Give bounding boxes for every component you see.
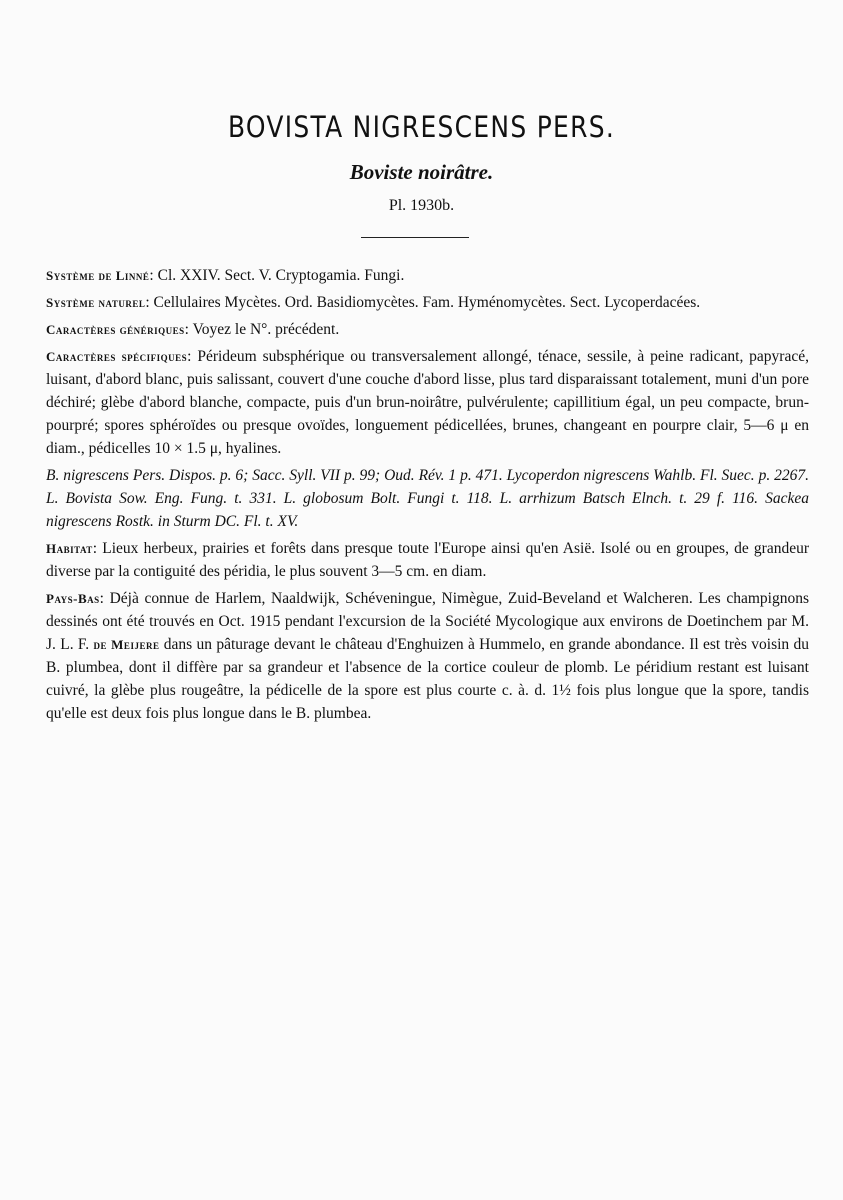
section-linne: Système de Linné: Cl. XXIV. Sect. V. Cryptogamia. Fungi. — [46, 267, 405, 284]
section-text: Déjà connue de Harlem, Naaldwijk, Schéveningue, Nimègue, Zuid-Beveland et Walcheren. Les champignons dessinés ont été trouvés en Oct. 1915 pendant l'excursion de la Société Mycologique aux environs de Doetinchem par M. J. L. F. — [46, 590, 809, 653]
section-label: Caractères génériques — [46, 322, 185, 337]
section-label: Caractères spécifiques — [46, 349, 188, 364]
title-divider — [361, 237, 469, 238]
page-title: BOVISTA NIGRESCENS PERS. — [227, 110, 616, 144]
section-habitat: Habitat: Lieux herbeux, prairies et forêts dans presque toute l'Europe ainsi qu'en Asië. Isolé ou en groupes, de grandeur diverse par la contiguité des péridia, le plus souvent 3—5 cm. en diam. — [46, 540, 810, 580]
author-name: de Meijere — [93, 637, 160, 652]
section-generiques: Caractères génériques: Voyez le N°. précédent. — [46, 321, 340, 338]
section-label: Habitat — [46, 541, 93, 556]
section-label: Système de Linné — [46, 268, 150, 283]
section-label: Pays-Bas — [46, 591, 100, 606]
section-text: Cl. XXIV. Sect. V. Cryptogamia. Fungi. — [157, 267, 405, 284]
plate-number: Pl. 1930b. — [388, 197, 455, 214]
section-text: Cellulaires Mycètes. Ord. Basidiomycètes. Fam. Hyménomycètes. Sect. Lycoperdacées. — [153, 294, 701, 311]
document-body — [46, 264, 809, 729]
page-subtitle: Boviste noirâtre. — [349, 160, 494, 184]
section-pays-bas: Pays-Bas: Déjà connue de Harlem, Naaldwijk, Schéveningue, Nimègue, Zuid-Beveland et Walcheren. Les champignons dessinés ont été trouvés en Oct. 1915 pendant l'excursion de la Société Mycologique aux environs de Doetinchem par M. J. L. F. de Meijere dans un pâturage devant le château d'Enghuizen à Hummelo, en grande abondance. Il est très voisin du B. plumbea, dont il diffère par sa grandeur et l'absence de la cortice couleur de plomb. Le péridium restant est luisant cuivré, la glèbe plus rougeâtre, la pédicelle de la spore est plus courte c. à. d. 1½ fois plus longue que la spore, tandis qu'elle est deux fois plus longue dans le B. plumbea. — [46, 590, 809, 722]
section-text: Voyez le N°. précédent. — [192, 321, 340, 338]
section-text: Pérideum subsphérique ou transversalement allongé, ténace, sessile, à peine radicant, papyracé, luisant, d'abord blanc, puis salissant, couvert d'une couche d'abord lisse, plus tard disparaissant totalement, muni d'un pore déchiré; glèbe d'abord blanche, compacte, puis d'un brun-noirâtre, pulvérulente; capillitium égal, un peu compacte, brun-pourpré; spores sphéroïdes ou presque ovoïdes, longuement pédicellées, brunes, changeant en pourpre clair, 5—6 μ en diam., pédicelles 10 × 1.5 μ, hyalines. — [46, 348, 809, 457]
section-text: Lieux herbeux, prairies et forêts dans presque toute l'Europe ainsi qu'en Asië. Isolé ou en groupes, de grandeur diverse par la contiguité des péridia, le plus souvent 3—5 cm. en diam. — [46, 540, 810, 580]
section-naturel: Système naturel: Cellulaires Mycètes. Ord. Basidiomycètes. Fam. Hyménomycètes. Sect. Lycoperdacées. — [46, 294, 701, 311]
synonyms-paragraph: B. nigrescens Pers. Dispos. p. 6; Sacc. Syll. VII p. 99; Oud. Rév. 1 p. 471. Lycoperdon nigrescens Wahlb. Fl. Suec. p. 2267. L. Bovista Sow. Eng. Fung. t. 331. L. globosum Bolt. Fungi t. 118. L. arrhizum Batsch Elnch. t. 29 f. 116. Sackea nigrescens Rostk. in Sturm DC. Fl. t. XV. — [46, 467, 809, 530]
section-text-cont: dans un pâturage devant le château d'Enghuizen à Hummelo, en grande abondance. Il est très voisin du B. plumbea, dont il diffère par sa grandeur et l'absence de la cortice couleur de plomb. Le péridium restant est luisant cuivré, la glèbe plus rougeâtre, la pédicelle de la spore est plus courte c. à. d. 1½ fois plus longue que la spore, tandis qu'elle est deux fois plus longue dans le B. plumbea. — [46, 636, 809, 722]
section-label: Système naturel — [46, 295, 146, 310]
section-specifiques: Caractères spécifiques: Pérideum subsphérique ou transversalement allongé, ténace, sessile, à peine radicant, papyracé, luisant, d'abord blanc, puis salissant, couvert d'une couche d'abord lisse, plus tard disparaissant totalement, muni d'un pore déchiré; glèbe d'abord blanche, compacte, puis d'un brun-noirâtre, pulvérulente; capillitium égal, un peu compacte, brun-pourpré; spores sphéroïdes ou presque ovoïdes, longuement pédicellées, brunes, changeant en pourpre clair, 5—6 μ en diam., pédicelles 10 × 1.5 μ, hyalines. — [46, 348, 809, 457]
